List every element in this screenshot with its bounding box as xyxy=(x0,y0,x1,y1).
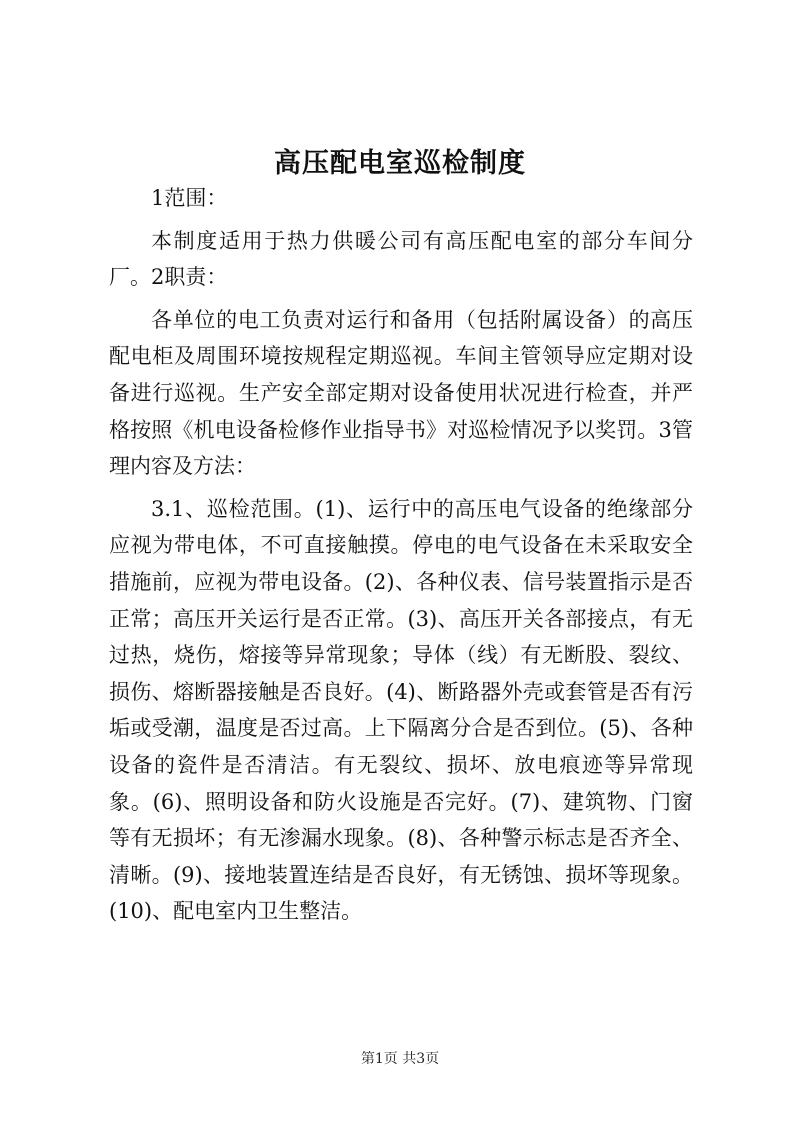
paragraph-inspection-scope: 3.1、巡检范围。(1)、运行中的高压电气设备的绝缘部分应视为带电体，不可直接触摸。停电的电气设备在未采取安全措施前，应视为带电设备。(2)、各种仪表、信号装置指示是否正常；高压开关运行是否正常。(3)、高压开关各部接点，有无过热，烧伤，熔接等异常现象；导体（线）有无断股、裂纹、损伤、熔断器接触是否良好。(4)、断路器外壳或套管是否有污垢或受潮，温度是否过高。上下隔离分合是否到位。(5)、各种设备的瓷件是否清洁。有无裂纹、损坏、放电痕迹等异常现象。(6)、照明设备和防火设施是否完好。(7)、建筑物、门窗等有无损坏；有无渗漏水现象。(8)、各种警示标志是否齐全、清晰。(9)、接地装置连结是否良好，有无锈蚀、损坏等现象。(10)、配电室内卫生整洁。 xyxy=(109,496,693,924)
paragraph-applicability: 本制度适用于热力供暖公司有高压配电室的部分车间分厂。2职责： xyxy=(109,228,693,290)
paragraph-responsibilities: 各单位的电工负责对运行和备用（包括附属设备）的高压配电柜及周围环境按规程定期巡视。车间主管领导应定期对设备进行巡视。生产安全部定期对设备使用状况进行检查，并严格按照《机电设备检修作业指导书》对巡检情况予以奖罚。3管理内容及方法： xyxy=(109,307,693,479)
document-body xyxy=(109,180,693,936)
page-footer: 第1页 共3页 xyxy=(360,1051,440,1067)
paragraph-scope: 1范围： xyxy=(151,186,228,210)
document-title: 高压配电室巡检制度 xyxy=(274,148,526,179)
